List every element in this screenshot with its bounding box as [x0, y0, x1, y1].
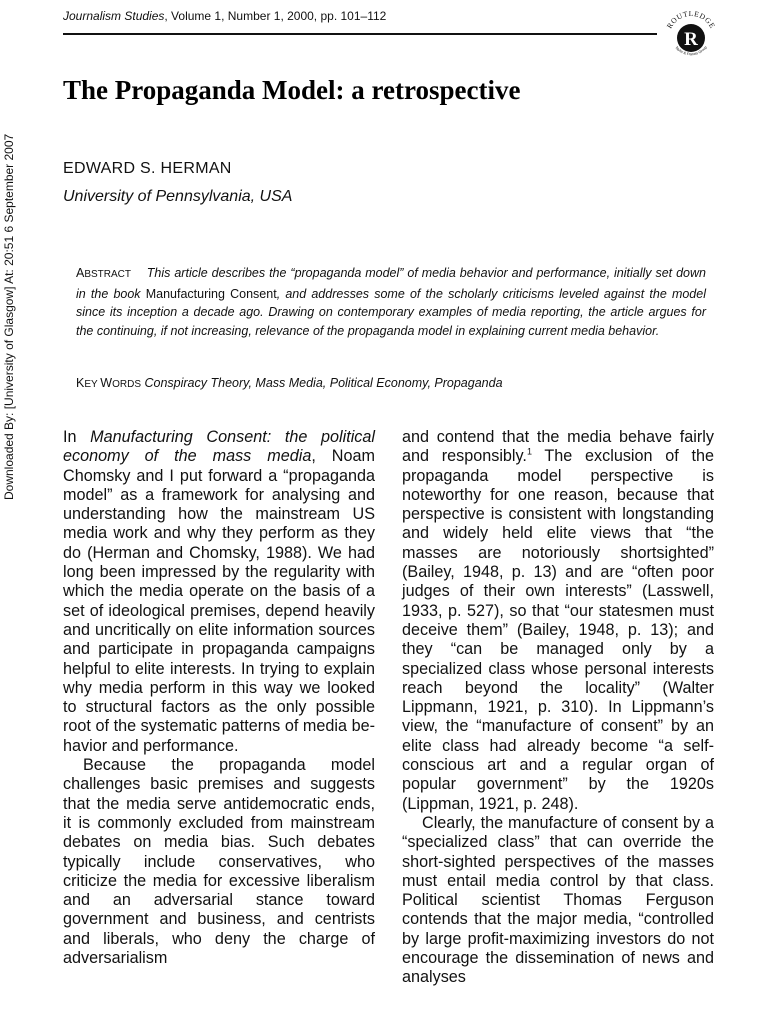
body-paragraph: In Manufacturing Consent: the political economy of the mass media, Noam Chomsky and I put forward a “propaganda model” as a framework for analysing and understanding how the mainstream US media work and why they perform as they do (Herman and Chomsky, 1988). We had long been impressed by the regularity with which the media operate on the basis of a set of ideological premises, depend heavily and uncritically on elite information sources and participate in propaganda campaigns helpful to elite interests. In trying to explain why media perform in this way we looked to structural factors as the only possible root of the systematic patterns of media behavior and performance. — [63, 428, 376, 755]
header-rule — [63, 33, 657, 35]
logo-text: ROUTLEDGE — [664, 8, 718, 31]
author-name: EDWARD S. HERMAN — [63, 160, 232, 177]
keywords — [76, 374, 706, 394]
author-affiliation: University of Pennsylvania, USA — [63, 188, 293, 205]
keywords-label: KEY WORDS — [76, 376, 141, 390]
body-column-right — [402, 428, 714, 988]
journal-name: Journalism Studies — [63, 9, 165, 23]
journal-citation — [63, 8, 623, 24]
keywords-text: Conspiracy Theory, Mass Media, Political Economy, Propaganda — [144, 376, 503, 390]
abstract-book-title: Manufacturing Consent — [145, 286, 277, 301]
abstract — [76, 264, 706, 340]
body-paragraph: Because the propaganda model challenges basic premises and suggests that the media serve antidemocratic ends, it is commonly excluded from mainstream debates on media bias. Such debates typically include conservatives, who criticize the media for excessive liberalism and an adversarial stance toward government and business, and centrists and liberals, who deny the charge of adversarialism — [63, 756, 375, 968]
logo-subtext: Taylor & Francis Group — [674, 45, 708, 57]
logo-letter: R — [684, 29, 698, 50]
journal-details: , Volume 1, Number 1, 2000, pp. 101–112 — [164, 9, 387, 23]
book-title: Manufacturing Consent: the political economy of the mass media — [63, 428, 376, 466]
body-paragraph: and contend that the media behave fairly and responsibly.$^1$ The exclusion of the propaganda model perspective is noteworthy for one reason, because that perspective is consistent with longstanding and widely held elite views that “the masses are notoriously shortsighted” (Bailey, 1948, p. 13) and are “often poor judges of their own interests” (Lasswell, 1933, p. 527), so that “our statesmen must deceive them” (Bailey, 1948, p. 13); and they “can be managed only by a specialized class whose personal interests reach beyond the locality” (Walter Lippmann, 1921, p. 310). In Lippmann’s view, the “manufacture of consent” by an elite class had already become “a self-conscious art and a regular organ of popular government” by the 1920s (Lippman, 1921, p. 248). — [402, 428, 715, 813]
abstract-label: ABSTRACT — [76, 266, 132, 280]
download-watermark: Downloaded By: [University of Glasgow] At: 20:51 6 September 2007 — [2, 133, 16, 500]
routledge-logo-icon — [659, 4, 723, 68]
body-paragraph: Clearly, the manufacture of consent by a “specialized class” that can override the short-sighted perspectives of the masses must entail media control by that class. Political scientist Thomas Ferguson contends that the major media, “controlled by large profit-maximizing investors do not encourage the dissemination of news and analyses — [402, 813, 714, 987]
body-column-left — [63, 428, 375, 968]
abstract-text-1: This article describes the “propaganda model” of media behavior and performance, initially set down in the book — [76, 266, 706, 301]
article-title: The Propaganda Model: a retrospective — [63, 75, 521, 105]
abstract-text-2: , and addresses some of the scholarly criticisms leveled against the model since its inception a decade ago. Drawing on contemporary examples of media reporting, the article argues for the continuing, if not increasing, relevance of the propaganda model in explaining current media behavior. — [76, 286, 706, 338]
footnote-ref: 1 — [526, 446, 532, 457]
